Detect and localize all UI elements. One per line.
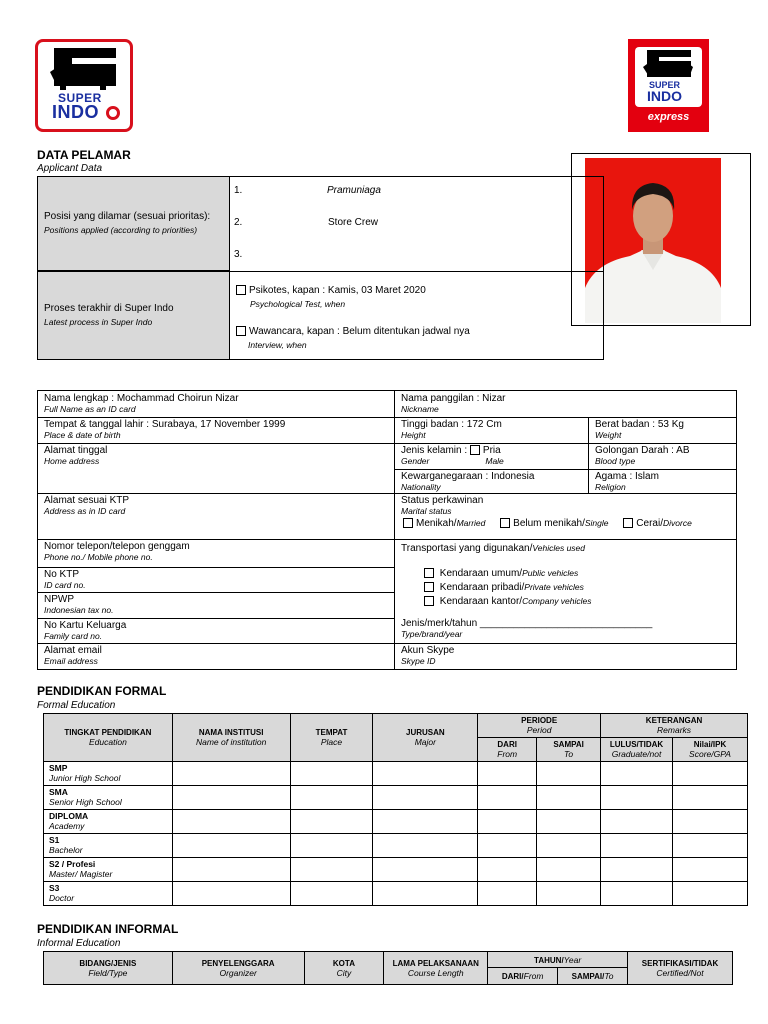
- header-score: Nilai/IPK Score/GPA: [673, 738, 748, 762]
- header-level: TINGKAT PENDIDIKAN Education: [44, 714, 173, 762]
- process-label: Proses terakhir di Super Indo: [44, 303, 174, 314]
- header-length: LAMA PELAKSANAAN Course Length: [384, 952, 488, 985]
- table-row: SMP Junior High School: [44, 762, 748, 786]
- public-vehicle-checkbox[interactable]: [424, 568, 434, 578]
- header-city: KOTA City: [304, 952, 384, 985]
- header-place: TEMPAT Place: [290, 714, 373, 762]
- married-en: Married: [456, 518, 486, 528]
- marital-label: Status perkawinan: [401, 495, 484, 506]
- skype-field[interactable]: Akun Skype: [401, 645, 455, 656]
- header-informal-to: SAMPAI/To: [558, 968, 628, 985]
- weight-field[interactable]: Berat badan : 53 Kg: [595, 419, 684, 430]
- table-row: DIPLOMA Academy: [44, 810, 748, 834]
- logo-text-express: express: [647, 111, 690, 123]
- nickname-field[interactable]: Nama panggilan : Nizar: [401, 393, 506, 404]
- formal-section-subtitle: Formal Education: [37, 700, 116, 711]
- phone-en: Phone no./ Mobile phone no.: [44, 552, 153, 562]
- applicant-photo: [585, 158, 721, 323]
- logo-text-super: SUPER: [58, 91, 102, 105]
- position-label-cell: [38, 177, 230, 271]
- header-period: PERIODE Period: [478, 714, 601, 738]
- private-vehicle-checkbox[interactable]: [424, 582, 434, 592]
- nickname-en: Nickname: [401, 404, 439, 414]
- family-card-en: Family card no.: [44, 631, 103, 641]
- birth-en: Place & date of birth: [44, 430, 121, 440]
- informal-education-table: [43, 951, 733, 985]
- informal-section-title: PENDIDIKAN INFORMAL: [37, 922, 179, 936]
- gender-label: Jenis kelamin :: [401, 445, 468, 456]
- personal-data-table: [37, 390, 737, 670]
- gender-option: Pria: [482, 445, 501, 456]
- vehicle-type-field[interactable]: Jenis/merk/tahun _______________________________: [401, 618, 653, 629]
- interview-checkbox[interactable]: [236, 326, 246, 336]
- marital-en: Marital status: [401, 506, 452, 516]
- nationality-en: Nationality: [401, 482, 441, 492]
- informal-section-subtitle: Informal Education: [37, 938, 121, 949]
- applicant-table: [37, 176, 604, 360]
- position-num-1: 1.: [234, 185, 243, 196]
- table-row: SMA Senior High School: [44, 786, 748, 810]
- private-vehicle-label: Kendaraan pribadi/: [439, 582, 525, 593]
- super-indo-express-logo: [628, 39, 709, 132]
- formal-education-table: [43, 713, 748, 906]
- header-field: BIDANG/JENIS Field/Type: [44, 952, 173, 985]
- transport-en: Vehicles used: [532, 543, 585, 553]
- npwp-field[interactable]: NPWP: [44, 594, 74, 605]
- single-label: Belum menikah/: [513, 518, 585, 529]
- nationality-field[interactable]: Kewarganegaraan : Indonesia: [401, 471, 535, 482]
- process-1: Psikotes, kapan : Kamis, 03 Maret 2020: [249, 285, 426, 296]
- position-num-3: 3.: [234, 249, 243, 260]
- public-vehicle-en: Public vehicles: [522, 568, 579, 578]
- applicant-section-title: DATA PELAMAR: [37, 148, 131, 162]
- height-field[interactable]: Tinggi badan : 172 Cm: [401, 419, 502, 430]
- male-checkbox[interactable]: [470, 445, 480, 455]
- formal-section-title: PENDIDIKAN FORMAL: [37, 684, 167, 698]
- process-label-en: Latest process in Super Indo: [44, 317, 153, 327]
- divorce-checkbox[interactable]: [623, 518, 633, 528]
- full-name-field[interactable]: Nama lengkap : Mochammad Choirun Nizar: [44, 393, 239, 404]
- blood-en: Blood type: [595, 456, 636, 466]
- company-vehicle-label: Kendaraan kantor/: [439, 596, 523, 607]
- header-cert: SERTIFIKASI/TIDAK Certified/Not: [628, 952, 733, 985]
- company-vehicle-checkbox[interactable]: [424, 596, 434, 606]
- gender-en: Gender: [401, 456, 430, 466]
- email-field[interactable]: Alamat email: [44, 645, 102, 656]
- full-name-en: Full Name as an ID card: [44, 404, 136, 414]
- ktp-no-en: ID card no.: [44, 580, 86, 590]
- ktp-address-en: Address as in ID card: [44, 506, 126, 516]
- logo-text-super-express: SUPER: [649, 80, 681, 90]
- super-indo-logo: [35, 39, 133, 132]
- religion-en: Religion: [595, 482, 626, 492]
- divorce-en: Divorce: [662, 518, 692, 528]
- single-checkbox[interactable]: [500, 518, 510, 528]
- psychotest-checkbox[interactable]: [236, 285, 246, 295]
- header-major: JURUSAN Major: [373, 714, 478, 762]
- npwp-en: Indonesian tax no.: [44, 605, 114, 615]
- gender-option-en: Male: [485, 456, 504, 466]
- company-vehicle-en: Company vehicles: [522, 596, 592, 606]
- header-to: SAMPAI To: [537, 738, 601, 762]
- phone-field[interactable]: Nomor telepon/telepon genggam: [44, 541, 190, 552]
- married-checkbox[interactable]: [403, 518, 413, 528]
- process-2: Wawancara, kapan : Belum ditentukan jadwal nya: [249, 326, 470, 337]
- home-address-en: Home address: [44, 456, 100, 466]
- position-value-1[interactable]: Pramuniaga: [327, 185, 381, 196]
- birth-field[interactable]: Tempat & tanggal lahir : Surabaya, 17 November 1999: [44, 419, 286, 430]
- position-label-en: Positions applied (according to priorities): [44, 225, 198, 235]
- position-label: Posisi yang dilamar (sesuai prioritas):: [44, 211, 211, 222]
- email-en: Email address: [44, 656, 98, 666]
- header-informal-from: DARI/From: [488, 968, 558, 985]
- process-1-en: Psychological Test, when: [250, 299, 346, 309]
- position-value-2[interactable]: Store Crew: [328, 217, 379, 228]
- logo-text-indo-express: INDO: [647, 88, 682, 104]
- header-remarks: KETERANGAN Remarks: [601, 714, 748, 738]
- religion-field[interactable]: Agama : Islam: [595, 471, 659, 482]
- weight-en: Weight: [595, 430, 622, 440]
- process-2-en: Interview, when: [248, 340, 307, 350]
- process-label-cell: [38, 272, 230, 359]
- table-row: S2 / Profesi Master/ Magister: [44, 858, 748, 882]
- ktp-no-field[interactable]: No KTP: [44, 569, 80, 580]
- position-num-2: 2.: [234, 217, 243, 228]
- logo-target-icon: [106, 106, 120, 120]
- height-en: Height: [401, 430, 426, 440]
- public-vehicle-label: Kendaraan umum/: [439, 568, 523, 579]
- blood-field[interactable]: Golongan Darah : AB: [595, 445, 690, 456]
- applicant-section-subtitle: Applicant Data: [37, 163, 103, 174]
- private-vehicle-en: Private vehicles: [524, 582, 584, 592]
- transport-label: Transportasi yang digunakan/: [401, 543, 533, 554]
- logo-text-indo: INDO: [52, 102, 99, 122]
- header-from: DARI From: [478, 738, 537, 762]
- header-graduate: LULUS/TIDAK Graduate/not: [601, 738, 673, 762]
- family-card-field[interactable]: No Kartu Keluarga: [44, 620, 127, 631]
- married-label: Menikah/: [416, 518, 457, 529]
- header-year: TAHUN/Year: [488, 952, 628, 968]
- ktp-address-field[interactable]: Alamat sesuai KTP: [44, 495, 130, 506]
- single-en: Single: [584, 518, 609, 528]
- skype-en: Skype ID: [401, 656, 436, 666]
- divorce-label: Cerai/: [636, 518, 663, 529]
- header-institution: NAMA INSTITUSI Name of institution: [172, 714, 290, 762]
- home-address-field[interactable]: Alamat tinggal: [44, 445, 108, 456]
- table-row: S1 Bachelor: [44, 834, 748, 858]
- header-organizer: PENYELENGGARA Organizer: [172, 952, 304, 985]
- table-row: S3 Doctor: [44, 882, 748, 906]
- vehicle-type-en: Type/brand/year: [401, 629, 463, 639]
